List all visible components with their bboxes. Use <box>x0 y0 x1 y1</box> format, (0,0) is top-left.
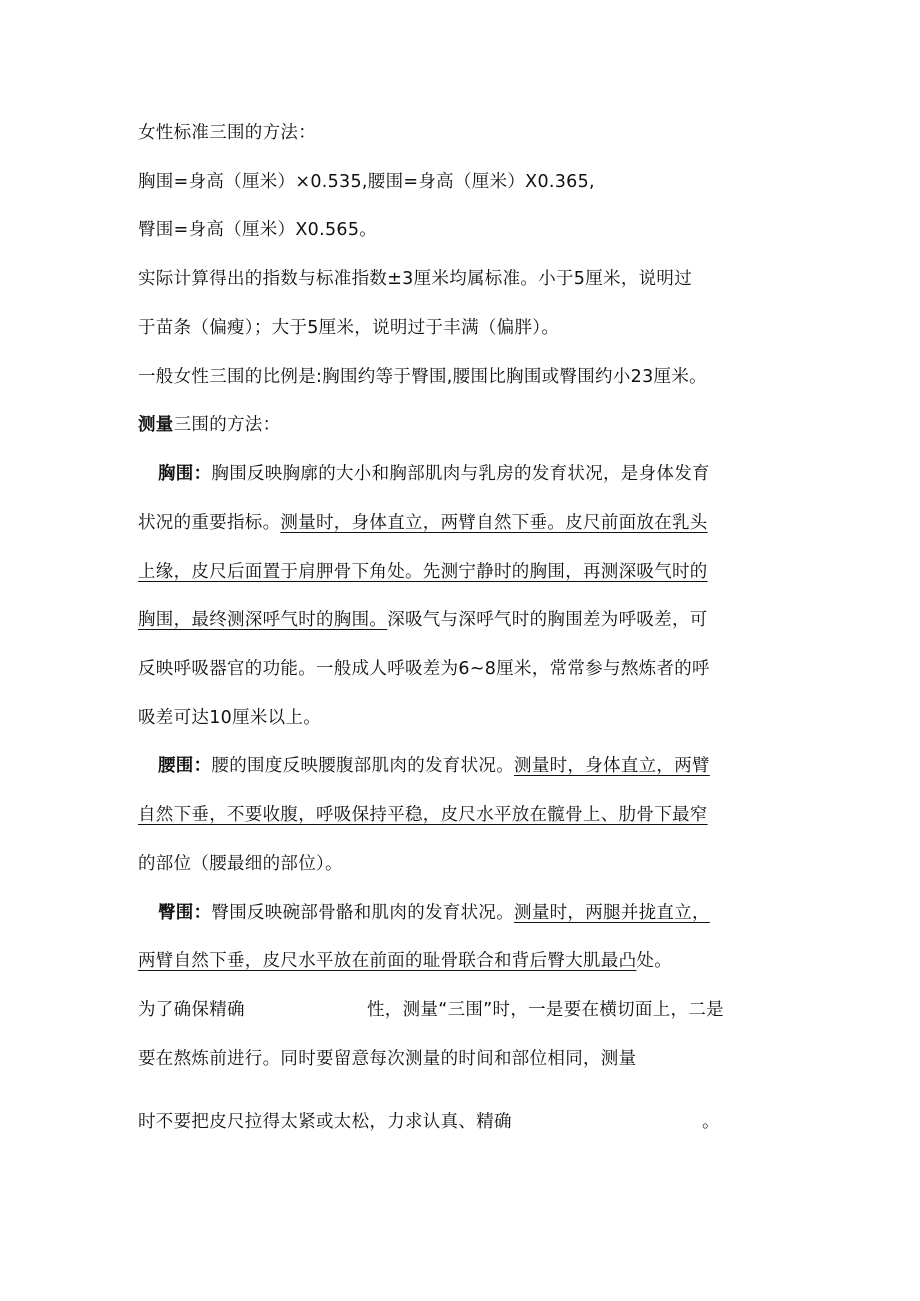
chest-text-3: 上缘，皮尺后面置于肩胛骨下角处。先测宁静时的胸围，再测深吸气时的 <box>138 562 708 582</box>
waist-label: 腰围： <box>158 756 212 776</box>
paragraph-ratio: 一般女性三围的比例是:胸围约等于臀围,腰围比胸围或臀围约小23厘米。 <box>138 367 707 387</box>
closing-line-1a: 为了确保精确 <box>138 1000 245 1020</box>
paragraph-standard-line-1: 实际计算得出的指数与标准指数±3厘米均属标准。小于5厘米，说明过 <box>138 269 693 289</box>
waist-text-1a: 腰的围度反映腰腹部肌肉的发育状况。 <box>211 756 515 776</box>
hip-label: 臀围： <box>158 903 212 923</box>
hip-line-1 <box>158 901 710 925</box>
heading-measure-method <box>138 413 280 437</box>
hip-text-2b: 处。 <box>636 951 673 971</box>
waist-text-1b: 测量时，身体直立，两臂 <box>514 756 710 776</box>
waist-line-2 <box>138 803 708 827</box>
chest-line-4 <box>138 608 708 632</box>
waist-line-3: 的部位（腰最细的部位）。 <box>138 854 343 874</box>
closing-line-1b: 性，测量“三围”时，一是要在横切面上，二是 <box>367 1000 724 1020</box>
waist-text-2: 自然下垂，不要收腹，呼吸保持平稳，皮尺水平放在髋骨上、肋骨下最窄 <box>138 805 708 825</box>
chest-line-6: 吸差可达10厘米以上。 <box>138 708 322 728</box>
chest-text-2a: 状况的重要指标。 <box>138 513 281 533</box>
chest-line-1 <box>158 462 710 486</box>
heading-measure-bold: 测量 <box>138 415 174 435</box>
hip-text-1a: 臀围反映碗部骨骼和肌肉的发育状况。 <box>211 903 515 923</box>
hip-text-1b: 测量时，两腿并拢直立， <box>514 903 710 923</box>
closing-line-3b: 。 <box>702 1112 720 1132</box>
chest-line-3 <box>138 560 708 584</box>
chest-text-2b: 测量时，身体直立，两臂自然下垂。皮尺前面放在乳头 <box>280 513 708 533</box>
chest-text-4b: 深吸气与深呼气时的胸围差为呼吸差，可 <box>387 610 708 630</box>
chest-line-5: 反映呼吸器官的功能。一般成人呼吸差为6~8厘米，常常参与熬炼者的呼 <box>138 659 710 679</box>
waist-line-1 <box>158 754 710 778</box>
heading-standard-method: 女性标准三围的方法： <box>138 123 316 143</box>
chest-text-1: 胸围反映胸廓的大小和胸部肌肉与乳房的发育状况，是身体发育 <box>211 464 710 484</box>
chest-label: 胸围： <box>158 464 212 484</box>
hip-line-2 <box>138 949 672 973</box>
chest-text-4a: 胸围，最终测深呼气时的胸围。 <box>138 610 388 630</box>
formula-chest-waist: 胸围=身高（厘米）×0.535,腰围=身高（厘米）X0.365, <box>138 172 595 192</box>
formula-hip: 臀围=身高（厘米）X0.565。 <box>138 220 378 240</box>
closing-line-2: 要在熬炼前进行。同时要留意每次测量的时间和部位相同，测量 <box>138 1049 637 1069</box>
heading-measure-rest: 三围的方法： <box>173 415 281 435</box>
chest-line-2 <box>138 511 708 535</box>
closing-line-3a: 时不要把皮尺拉得太紧或太松，力求认真、精确 <box>138 1112 512 1132</box>
hip-text-2a: 两臂自然下垂，皮尺水平放在前面的耻骨联合和背后臀大肌最凸 <box>138 951 637 971</box>
paragraph-standard-line-2: 于苗条（偏瘦）；大于5厘米，说明过于丰满（偏胖）。 <box>138 318 560 338</box>
